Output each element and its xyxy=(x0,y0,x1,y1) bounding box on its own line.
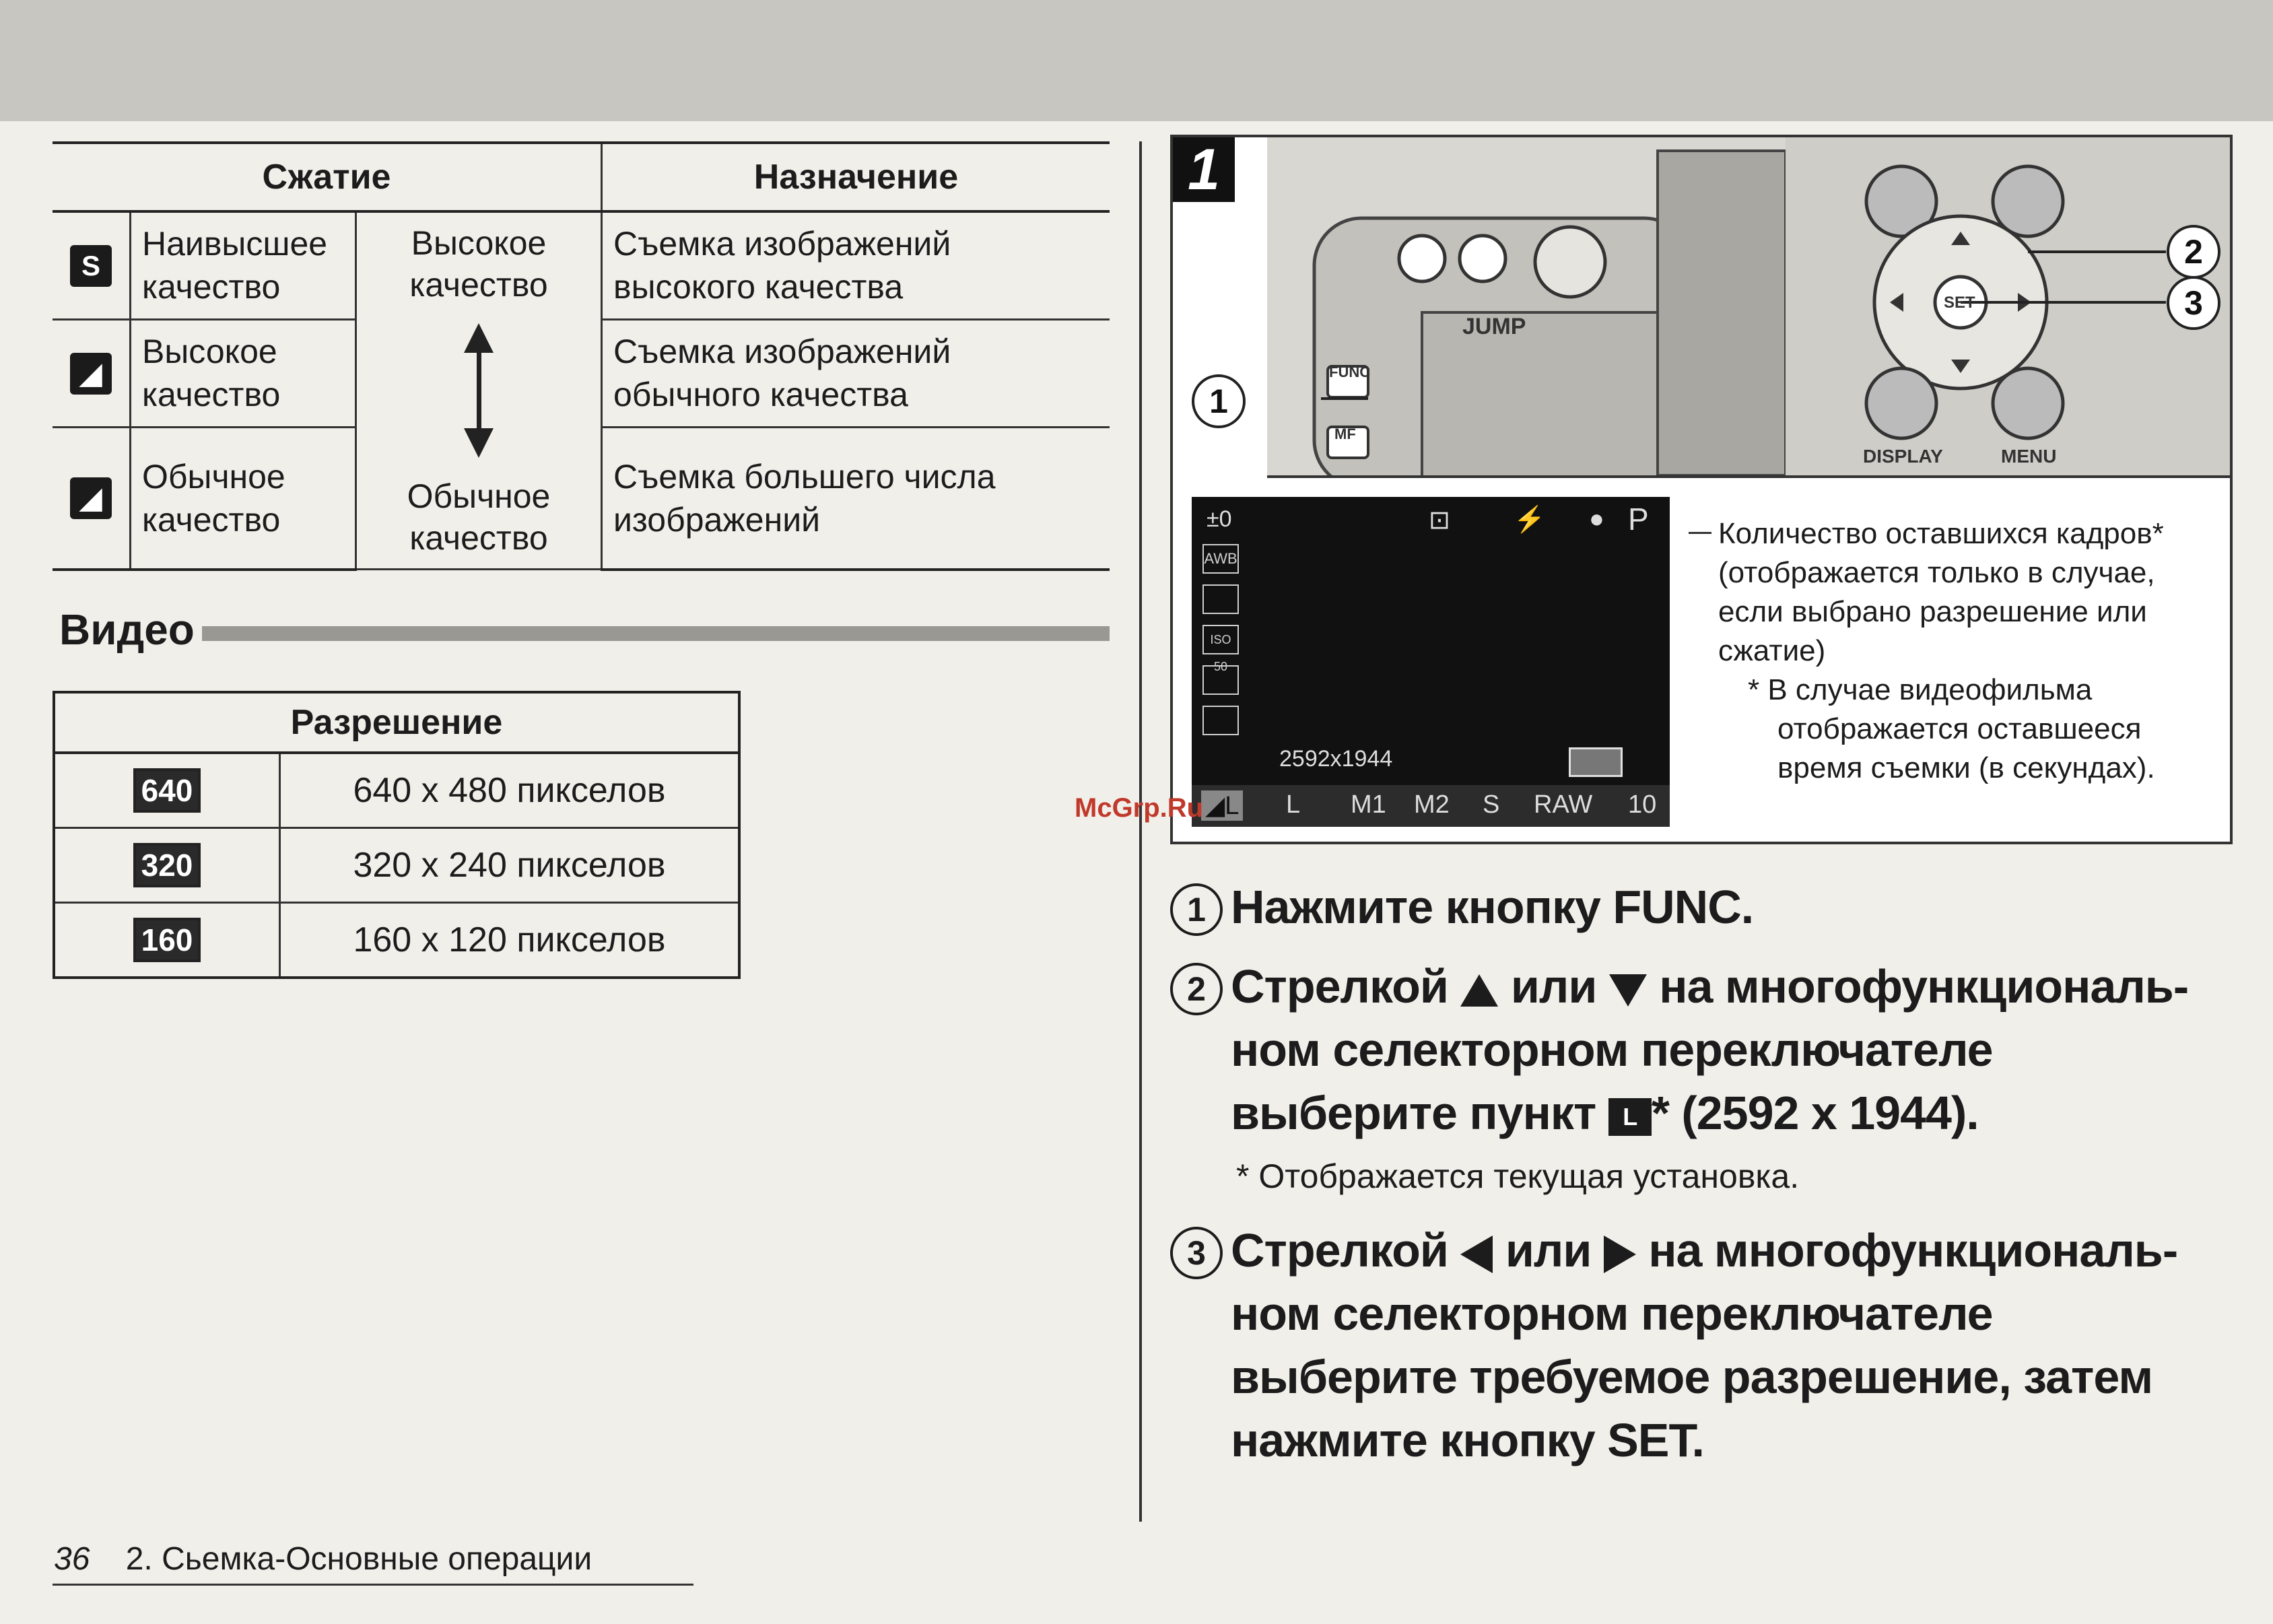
up-down-arrow-icon xyxy=(459,323,499,458)
table-row xyxy=(54,753,739,828)
right-arrow-icon xyxy=(1604,1236,1636,1273)
step-text-a: Стрелкой xyxy=(1231,960,1448,1013)
note-star: * В случае видеофильма отображается оставшееся время съемки (в секундах). xyxy=(1748,673,2155,784)
lcd-screen xyxy=(1192,497,1670,827)
callout-3: 3 xyxy=(2167,276,2220,330)
top-band xyxy=(0,0,2273,121)
quality-name: Высокое качество xyxy=(131,319,356,427)
set-button-label: SET xyxy=(1944,294,1975,312)
step-number: 2 xyxy=(1170,963,1223,1015)
range-top-label: Высокое качество xyxy=(409,224,548,304)
res-640-icon: 640 xyxy=(133,768,201,813)
note-leader-line xyxy=(1689,532,1711,534)
column-divider xyxy=(1139,141,1142,1522)
option-l[interactable]: L xyxy=(1286,790,1301,819)
table-row xyxy=(54,903,739,978)
resolution-table xyxy=(53,691,741,979)
compression-table xyxy=(53,141,1110,571)
down-arrow-icon xyxy=(1609,974,1647,1007)
step-number: 1 xyxy=(1170,883,1223,936)
step-text: Нажмите кнопку FUNC. xyxy=(1231,881,1754,933)
large-resolution-icon: L xyxy=(1608,1098,1652,1136)
purpose-header: Назначение xyxy=(602,143,1110,211)
quality-name: Обычное качество xyxy=(131,427,356,570)
quality-purpose: Съемка изображений высокого качества xyxy=(602,211,1110,319)
step-text-b: или xyxy=(1505,1224,1592,1277)
section-name: 2. Сьемка-Основные операции xyxy=(125,1541,592,1577)
selected-l-icon: ◢L xyxy=(1201,790,1243,821)
option-m1[interactable]: M1 xyxy=(1351,790,1386,819)
compression-header: Сжатие xyxy=(53,143,602,211)
watermark: McGrp.Ru xyxy=(1075,793,1204,823)
step-text-c: на многофункциональном селекторном переключателе выберите пункт xyxy=(1231,960,2190,1139)
quality-name: Наивысшее качество xyxy=(131,211,356,319)
step-badge: 1 xyxy=(1173,137,1235,202)
section-rule xyxy=(202,626,1110,641)
awb-icon: AWB xyxy=(1202,544,1239,574)
up-arrow-icon xyxy=(1460,974,1498,1007)
resolution-value: 320 x 240 пикселов xyxy=(280,828,740,903)
table-row xyxy=(54,828,739,903)
page-footer xyxy=(54,1541,592,1578)
step-text-b: или xyxy=(1510,960,1597,1013)
display-button-label: DISPLAY xyxy=(1863,446,1943,467)
func-button-label: FUNC xyxy=(1329,364,1371,380)
step-text-c: на многофункциональном селекторном переключателе выберите требуемое разрешение, затем нажмите кнопку SET. xyxy=(1231,1224,2179,1466)
quality-purpose: Съемка большего числа изображений xyxy=(602,427,1110,570)
step-text-a: Стрелкой xyxy=(1231,1224,1448,1277)
camera-body-drawing xyxy=(1267,137,2230,475)
frame-icon: ⊡ xyxy=(1429,506,1450,535)
lock-icon: ● xyxy=(1589,505,1604,533)
page-number: 36 xyxy=(54,1541,90,1577)
lcd-resolution: 2592x1944 xyxy=(1279,746,1393,772)
table-row xyxy=(53,211,1110,319)
shooting-mode: P xyxy=(1628,502,1649,537)
step-number: 3 xyxy=(1170,1227,1223,1279)
left-arrow-icon xyxy=(1460,1236,1493,1273)
normal-icon: ◢ xyxy=(70,477,112,519)
drive-mode-icon xyxy=(1202,584,1239,614)
step-3 xyxy=(1170,1219,2220,1472)
lcd-option-bar xyxy=(1192,785,1670,827)
resolution-header: Разрешение xyxy=(54,692,739,753)
resolution-value: 160 x 120 пикселов xyxy=(280,903,740,978)
range-bottom-label: Обычное качество xyxy=(407,477,551,557)
camera-back-illustration xyxy=(1267,137,2230,478)
footer-rule xyxy=(53,1584,693,1586)
effect-icon xyxy=(1202,665,1239,695)
shots-remaining: 10 xyxy=(1628,790,1657,819)
step-text-d: * (2592 x 1944). xyxy=(1651,1087,1979,1139)
resolution-value: 640 x 480 пикселов xyxy=(280,753,740,828)
res-320-icon: 320 xyxy=(133,843,201,887)
quality-range xyxy=(356,211,602,570)
option-m2[interactable]: M2 xyxy=(1414,790,1450,819)
jump-label: JUMP xyxy=(1462,314,1526,339)
fine-icon: ◢ xyxy=(70,353,112,395)
callout-2: 2 xyxy=(2167,225,2220,279)
option-s[interactable]: S xyxy=(1483,790,1500,819)
video-section-title: Видео xyxy=(59,605,195,654)
shots-note xyxy=(1718,514,2216,788)
flash-icon: ⚡ xyxy=(1514,506,1546,534)
step-1 xyxy=(1170,875,2220,939)
instruction-steps xyxy=(1170,875,2220,1488)
quality-purpose: Съемка изображений обычного качества xyxy=(602,319,1110,427)
step-2 xyxy=(1170,955,2220,1145)
mf-button-label: MF xyxy=(1334,426,1356,442)
camera-figure xyxy=(1170,135,2233,844)
iso-icon: ISO 50 xyxy=(1202,625,1239,654)
option-raw[interactable]: RAW xyxy=(1534,790,1593,819)
compression-indicator xyxy=(1569,747,1623,777)
exposure-value: ±0 xyxy=(1207,506,1232,532)
res-160-icon: 160 xyxy=(133,918,201,962)
note-text: Количество оставшихся кадров* (отображается только в случае, если выбрано разрешение или сжатие) xyxy=(1718,517,2164,667)
step-2-note: * Отображается текущая установка. xyxy=(1236,1157,1800,1195)
callout-1: 1 xyxy=(1192,374,1246,428)
menu-button-label: MENU xyxy=(2001,446,2057,467)
superfine-icon: S xyxy=(70,245,112,287)
metering-icon xyxy=(1202,706,1239,735)
